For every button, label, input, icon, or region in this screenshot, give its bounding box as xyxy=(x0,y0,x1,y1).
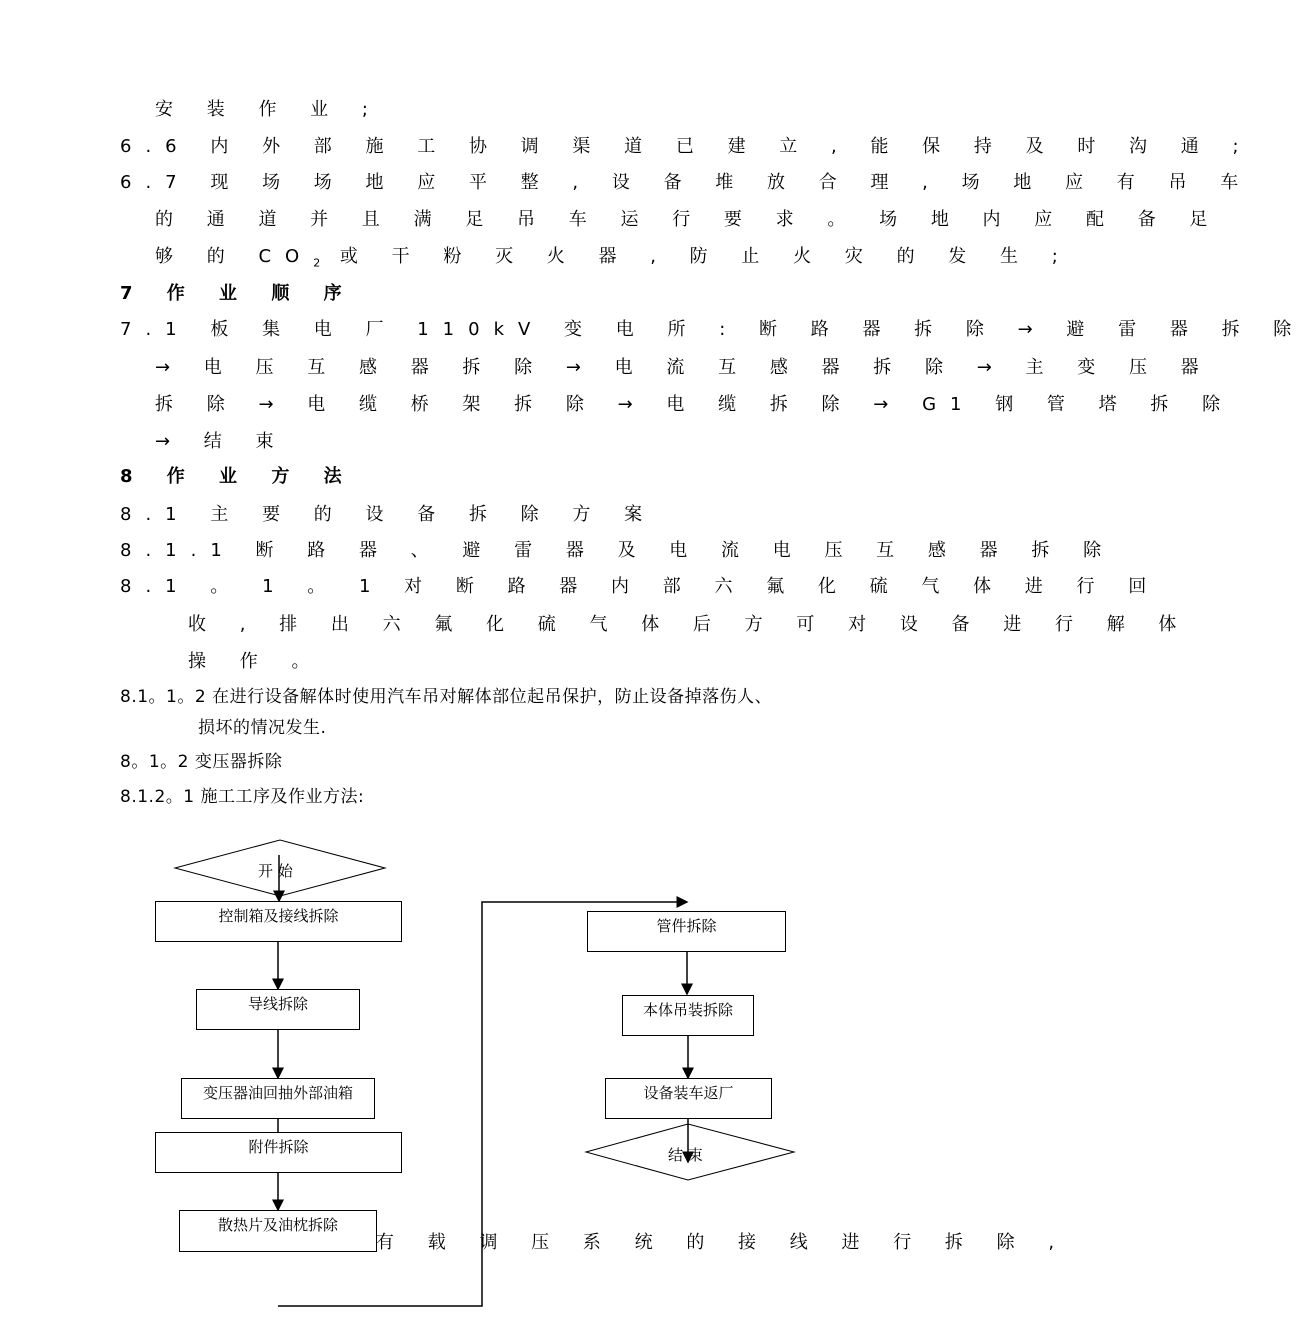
text-line-8-1-2-1: 8.1.2。1 施工工序及作业方法: xyxy=(120,787,365,807)
flow-step-radiator-removal: 散热片及油枕拆除 xyxy=(179,1210,377,1252)
text-line-7-1-cont3: → 结 束 xyxy=(155,431,288,452)
co2-text: 够 的 CO xyxy=(155,246,314,267)
text-line-8-1-1-2-cont: 损坏的情况发生. xyxy=(198,718,327,738)
text-line-8-1-1-1-cont2: 操 作 。 xyxy=(188,651,324,672)
extinguisher-text: 或 干 粉 灭 火 器 , 防 止 火 灾 的 发 生 ; xyxy=(320,246,1072,267)
flow-step-ship-to-factory: 设备装车返厂 xyxy=(605,1078,772,1119)
flow-step-control-box: 控制箱及接线拆除 xyxy=(155,901,402,942)
text-line-8-1-1: 8.1.1 断 路 器 、 避 雷 器 及 电 流 电 压 互 感 器 拆 除 xyxy=(120,540,1116,561)
section-8-heading: 8 作 业 方 法 xyxy=(120,466,356,487)
text-line-6-7: 6.7 现 场 场 地 应 平 整 , 设 备 堆 放 合 理 , 场 地 应 有 吊 车 xyxy=(120,172,1253,193)
text-line-7-1-cont2: 拆 除 → 电 缆 桥 架 拆 除 → 电 缆 拆 除 → G1 钢 管 塔 拆 除 xyxy=(155,394,1235,415)
start-label: 开 始 xyxy=(258,862,293,880)
text-line-bottom: 有 载 调 压 系 统 的 接 线 进 行 拆 除 , xyxy=(376,1232,1069,1253)
flow-step-pipe-removal: 管件拆除 xyxy=(587,911,786,952)
text-line-7-1-cont1: → 电 压 互 感 器 拆 除 → 电 流 互 感 器 拆 除 → 主 变 压 器 xyxy=(155,357,1213,378)
end-label: 结 束 xyxy=(668,1146,703,1164)
text-line-6-6: 6.6 内 外 部 施 工 协 调 渠 道 已 建 立 , 能 保 持 及 时 沟 通 ; xyxy=(120,136,1253,157)
text-line-8-1-2: 8。1。2 变压器拆除 xyxy=(120,752,283,772)
text-line-8-1: 8.1 主 要 的 设 备 拆 除 方 案 xyxy=(120,504,657,525)
flow-step-wire-removal: 导线拆除 xyxy=(196,989,360,1030)
text-line-6-7-cont1: 的 通 道 并 且 满 足 吊 车 运 行 要 求 。 场 地 内 应 配 备 足 xyxy=(155,209,1222,230)
flow-step-accessory-removal: 附件拆除 xyxy=(155,1132,402,1173)
flow-step-body-lifting: 本体吊装拆除 xyxy=(622,995,754,1036)
co2-subscript: 2 xyxy=(313,256,321,270)
text-line-7-1: 7.1 板 集 电 厂 110kV 变 电 所 : 断 路 器 拆 除 → 避 雷 器 拆 除 xyxy=(120,319,1305,340)
text-line-8-1-1-1: 8.1 。 1 。 1 对 断 路 器 内 部 六 氟 化 硫 气 体 进 行 回 xyxy=(120,576,1161,597)
text-line-1: 安 装 作 业 ; xyxy=(155,99,382,120)
section-7-heading: 7 作 业 顺 序 xyxy=(120,283,356,304)
flow-step-oil-pumping: 变压器油回抽外部油箱 xyxy=(181,1078,375,1119)
text-line-8-1-1-2: 8.1。1。2 在进行设备解体时使用汽车吊对解体部位起吊保护，防止设备掉落伤人、 xyxy=(120,687,773,707)
text-line-8-1-1-1-cont1: 收 , 排 出 六 氟 化 硫 气 体 后 方 可 对 设 备 进 行 解 体 xyxy=(188,614,1191,635)
